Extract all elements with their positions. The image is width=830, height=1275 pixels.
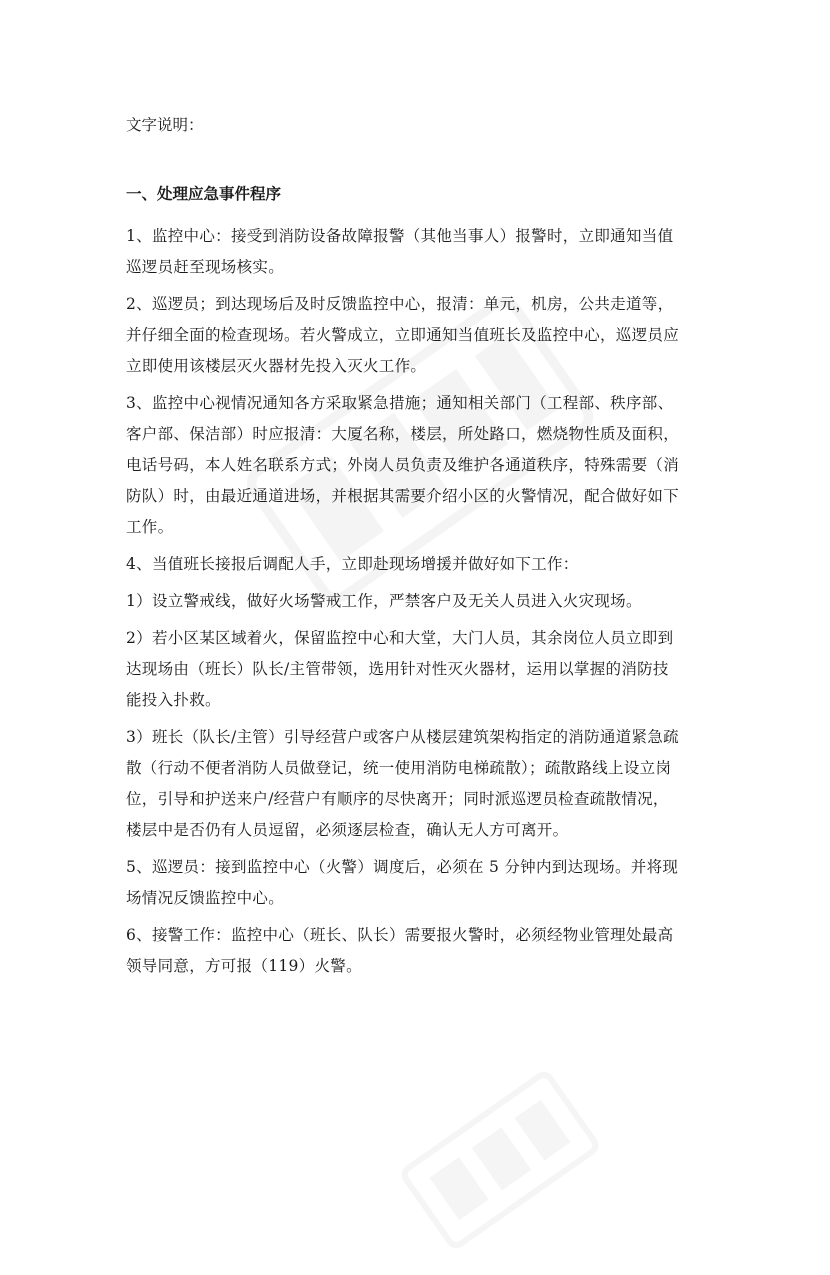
document-body bbox=[126, 221, 726, 988]
paragraph bbox=[126, 388, 726, 543]
paragraph bbox=[126, 549, 726, 580]
text-line: 达现场由（班长）队长/主管带领，选用针对性灭火器材，运用以掌握的消防技 bbox=[126, 660, 669, 678]
paragraph bbox=[126, 623, 726, 716]
text-line: 防队）时，由最近通道进场，并根据其需要介绍小区的火警情况，配合做好如下 bbox=[126, 487, 680, 505]
text-line: 场情况反馈监控中心。 bbox=[126, 889, 285, 907]
text-line: 4、当值班长接报后调配人手，立即赴现场增援并做好如下工作： bbox=[126, 555, 579, 573]
text-line: 领导同意，方可报（119）火警。 bbox=[126, 957, 362, 975]
text-line: 散（行动不便者消防人员做登记，统一使用消防电梯疏散）；疏散路线上设立岗 bbox=[126, 759, 672, 777]
paragraph bbox=[126, 920, 726, 982]
text-line: 立即使用该楼层灭火器材先投入灭火工作。 bbox=[126, 357, 427, 375]
text-line: 6、接警工作：监控中心（班长、队长）需要报火警时，必须经物业管理处最高 bbox=[126, 926, 674, 944]
paragraph bbox=[126, 289, 726, 382]
text-line: 电话号码，本人姓名联系方式；外岗人员负责及维护各通道秩序，特殊需要（消 bbox=[126, 456, 680, 474]
text-line: 能投入扑救。 bbox=[126, 691, 221, 709]
text-line: 3、监控中心视情况通知各方采取紧急措施；通知相关部门（工程部、秩序部、 bbox=[126, 394, 674, 412]
text-line: 1、监控中心：接受到消防设备故障报警（其他当事人）报警时，立即通知当值 bbox=[126, 227, 674, 245]
paragraph bbox=[126, 852, 726, 914]
text-line: 工作。 bbox=[126, 518, 174, 536]
text-line: 1）设立警戒线，做好火场警戒工作，严禁客户及无关人员进入火灾现场。 bbox=[126, 592, 642, 610]
section-heading: 一、处理应急事件程序 bbox=[126, 184, 282, 203]
text-line: 3）班长（队长/主管）引导经营户或客户从楼层建筑架构指定的消防通道紧急疏 bbox=[126, 728, 679, 746]
text-line: 巡逻员赶至现场核实。 bbox=[126, 258, 285, 276]
section-label: 文字说明： bbox=[126, 116, 204, 134]
watermark-logo-bottom bbox=[378, 1045, 622, 1274]
text-line: 2）若小区某区域着火，保留监控中心和大堂，大门人员，其余岗位人员立即到 bbox=[126, 629, 674, 647]
paragraph bbox=[126, 586, 726, 617]
text-line: 并仔细全面的检查现场。若火警成立，立即通知当值班长及监控中心，巡逻员应 bbox=[126, 326, 680, 344]
text-line: 5、巡逻员：接到监控中心（火警）调度后，必须在 5 分钟内到达现场。并将现 bbox=[126, 858, 679, 876]
paragraph bbox=[126, 221, 726, 283]
text-line: 2、巡逻员；到达现场后及时反馈监控中心，报清：单元，机房，公共走道等， bbox=[126, 295, 674, 313]
text-line: 位，引导和护送来户/经营户有顺序的尽快离开；同时派巡逻员检查疏散情况， bbox=[126, 790, 669, 808]
text-line: 客户部、保洁部）时应报清：大厦名称，楼层，所处路口，燃烧物性质及面积， bbox=[126, 425, 680, 443]
paragraph bbox=[126, 722, 726, 846]
text-line: 楼层中是否仍有人员逗留，必须逐层检查，确认无人方可离开。 bbox=[126, 821, 569, 839]
